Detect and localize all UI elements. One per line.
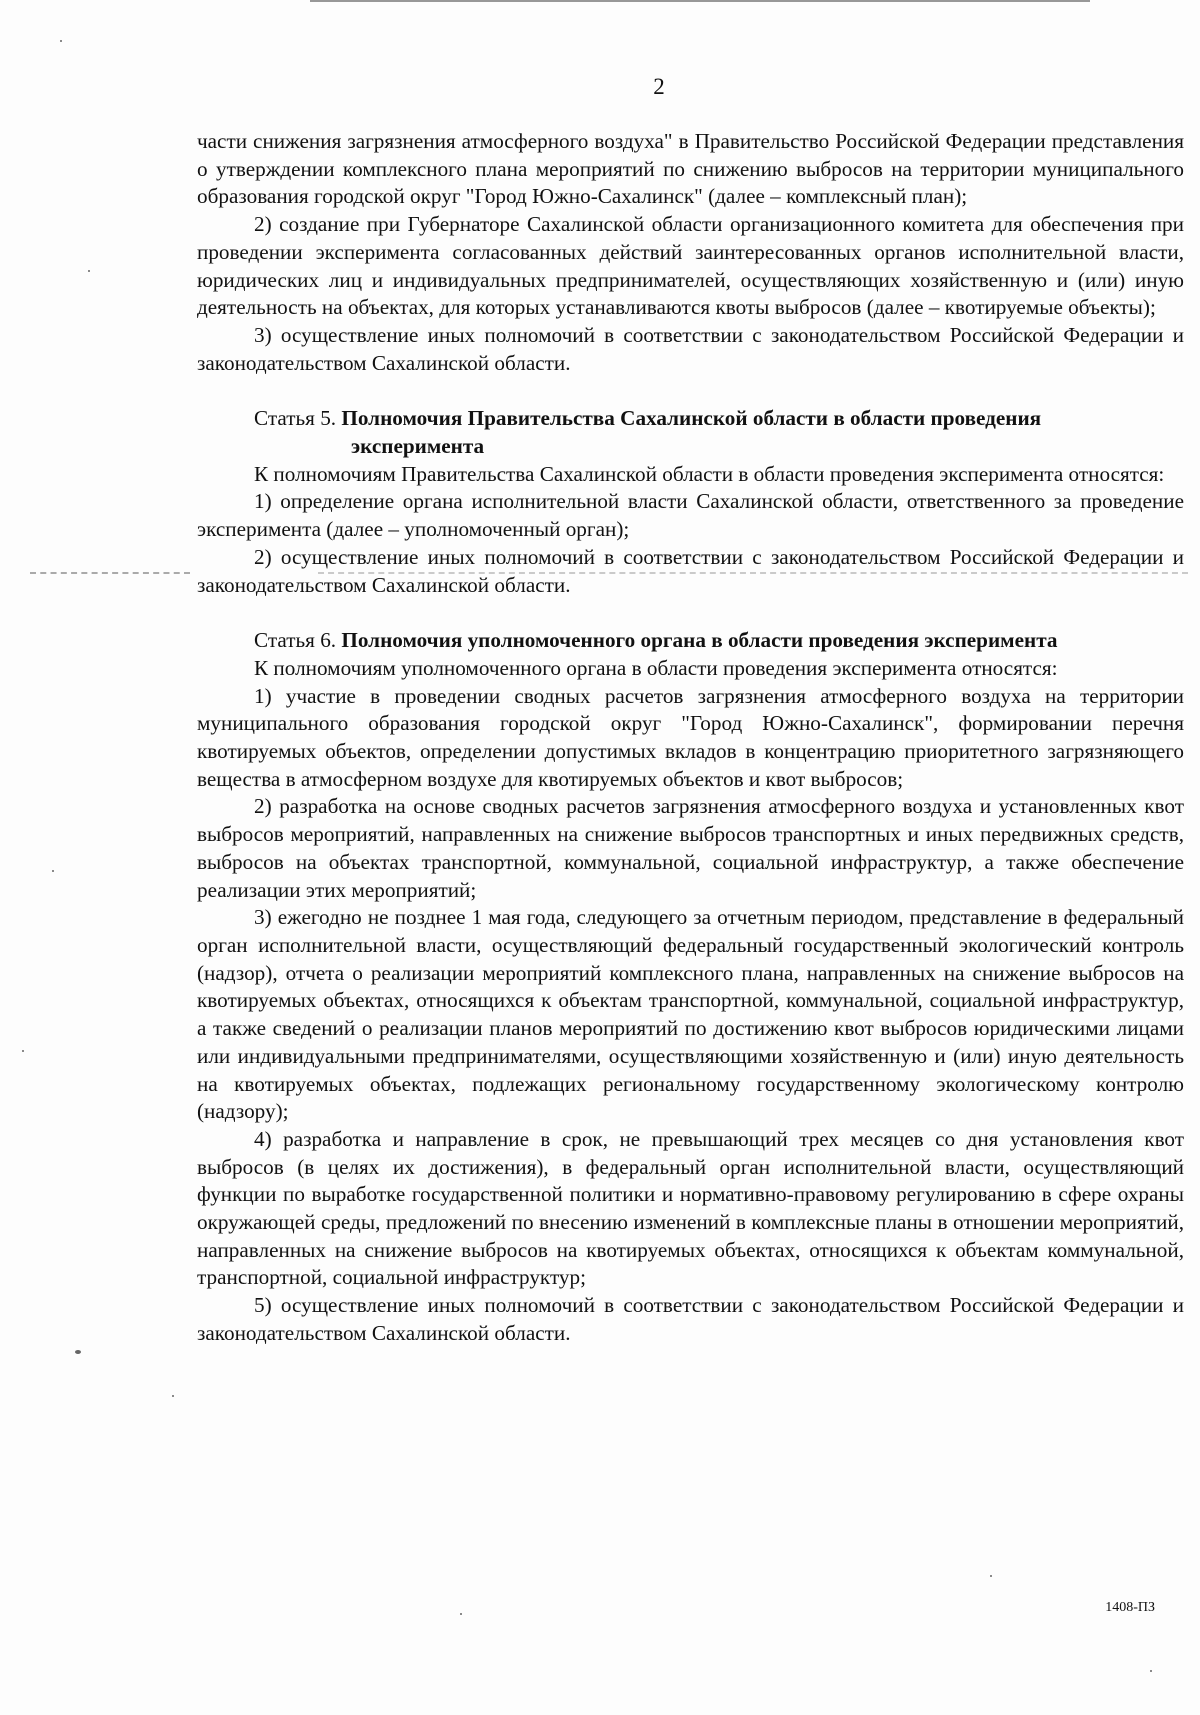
list-item: 1) определение органа исполнительной власти Сахалинской области, ответственного за проведение эксперимента (далее – уполномоченный орган); (197, 489, 1184, 542)
list-item: 4) разработка и направление в срок, не превышающий трех месяцев со дня установления квот выбросов (в целях их достижения), в федеральный орган исполнительной власти, осуществляющий функции по выработке государственной политики и нормативно-правовому регулированию в сфере охраны окружающей среды, предложений по внесению изменений в комплексные планы в отношении мероприятий, направленных на снижение выбросов на квотируемых объектах, относящихся к объектам коммунальной, транспортной, социальной инфраструктур; (197, 1126, 1184, 1290)
scan-artifact-dashes-left (30, 572, 190, 576)
article-6-prefix: Статья 6. (254, 628, 342, 653)
scan-speck (22, 1050, 24, 1052)
list-item: 5) осуществление иных полномочий в соответствии с законодательством Российской Федерации и законодательством Сахалинской области. (197, 1293, 1184, 1345)
article-6-intro: К полномочиям уполномоченного органа в области проведения эксперимента относятся: (254, 655, 1058, 680)
scan-top-edge (310, 0, 1090, 2)
list-item: 2) создание при Губернаторе Сахалинской области организационного комитета для обеспечения при проведении эксперимента согласованных действий заинтересованных органов исполнительной власти, юридических лиц и индивидуальных предпринимателей, осуществляющих хозяйственную и (или) иную деятельность на объектах, для которых устанавливаются квоты выбросов (далее – квотируемые объекты); (197, 212, 1184, 320)
scan-speck (172, 1395, 174, 1397)
scan-speck (460, 1613, 462, 1615)
scan-speck (60, 40, 62, 42)
document-code: 1408-ПЗ (1105, 1600, 1155, 1615)
scan-speck (52, 870, 54, 872)
list-item: 3) ежегодно не позднее 1 мая года, следующего за отчетным периодом, представление в федеральный орган исполнительной власти, осуществляющий федеральный государственный экологический контроль (надзор), отчета о реализации мероприятий комплексного плана, направленных на снижение выбросов на квотируемых объектах, относящихся к объектам транспортной, коммунальной, социальной инфраструктур, а также сведений о реализации планов мероприятий по достижению квот выбросов юридическими лицами или индивидуальными предпринимателями, осуществляющими хозяйственную и (или) иную деятельность на квотируемых объектах, подлежащих региональному государственному экологическому контролю (надзору); (197, 905, 1184, 1124)
page-number: 2 (653, 74, 665, 99)
article-6-title: Полномочия уполномоченного органа в области проведения эксперимента (341, 628, 1058, 653)
article-5-prefix: Статья 5. (254, 406, 342, 431)
scan-speck (88, 270, 90, 272)
article-5-heading (197, 405, 1184, 460)
article-5-intro: К полномочиям Правительства Сахалинской области в области проведения эксперимента относятся: (254, 461, 1165, 486)
document-body (197, 128, 1184, 1348)
paragraph-continuation: части снижения загрязнения атмосферного воздуха" в Правительство Российской Федерации представления о утверждении комплексного плана мероприятий по снижению выбросов на территории муниципального образования городской округ "Город Южно-Сахалинск" (далее – комплексный план); (197, 129, 1184, 209)
article-5-title-continuation: эксперимента (351, 434, 485, 459)
scan-speck (1150, 1670, 1152, 1672)
list-item: 3) осуществление иных полномочий в соответствии с законодательством Российской Федерации и законодательством Сахалинской области. (197, 322, 1184, 375)
article-5-title: Полномочия Правительства Сахалинской области в области проведения (341, 406, 1042, 431)
list-item: 2) разработка на основе сводных расчетов загрязнения атмосферного воздуха и установленных квот выбросов мероприятий, направленных на снижение выбросов транспортных и иных передвижных средств, выбросов на объектах транспортной, коммунальной, социальной инфраструктур, а также обеспечение реализации этих мероприятий; (197, 794, 1184, 902)
list-item: 1) участие в проведении сводных расчетов загрязнения атмосферного воздуха на территории муниципального образования городской округ "Город Южно-Сахалинск", формировании перечня квотируемых объектов, определении допустимых вкладов в концентрацию приоритетного загрязняющего вещества в атмосферном воздухе для квотируемых объектов и квот выбросов; (197, 683, 1184, 791)
scan-speck (990, 1575, 992, 1577)
scan-speck (75, 1350, 81, 1354)
list-item: 2) осуществление иных полномочий в соответствии с законодательством Российской Федерации и законодательством Сахалинской области. (197, 544, 1184, 597)
article-6-heading (197, 627, 1184, 655)
